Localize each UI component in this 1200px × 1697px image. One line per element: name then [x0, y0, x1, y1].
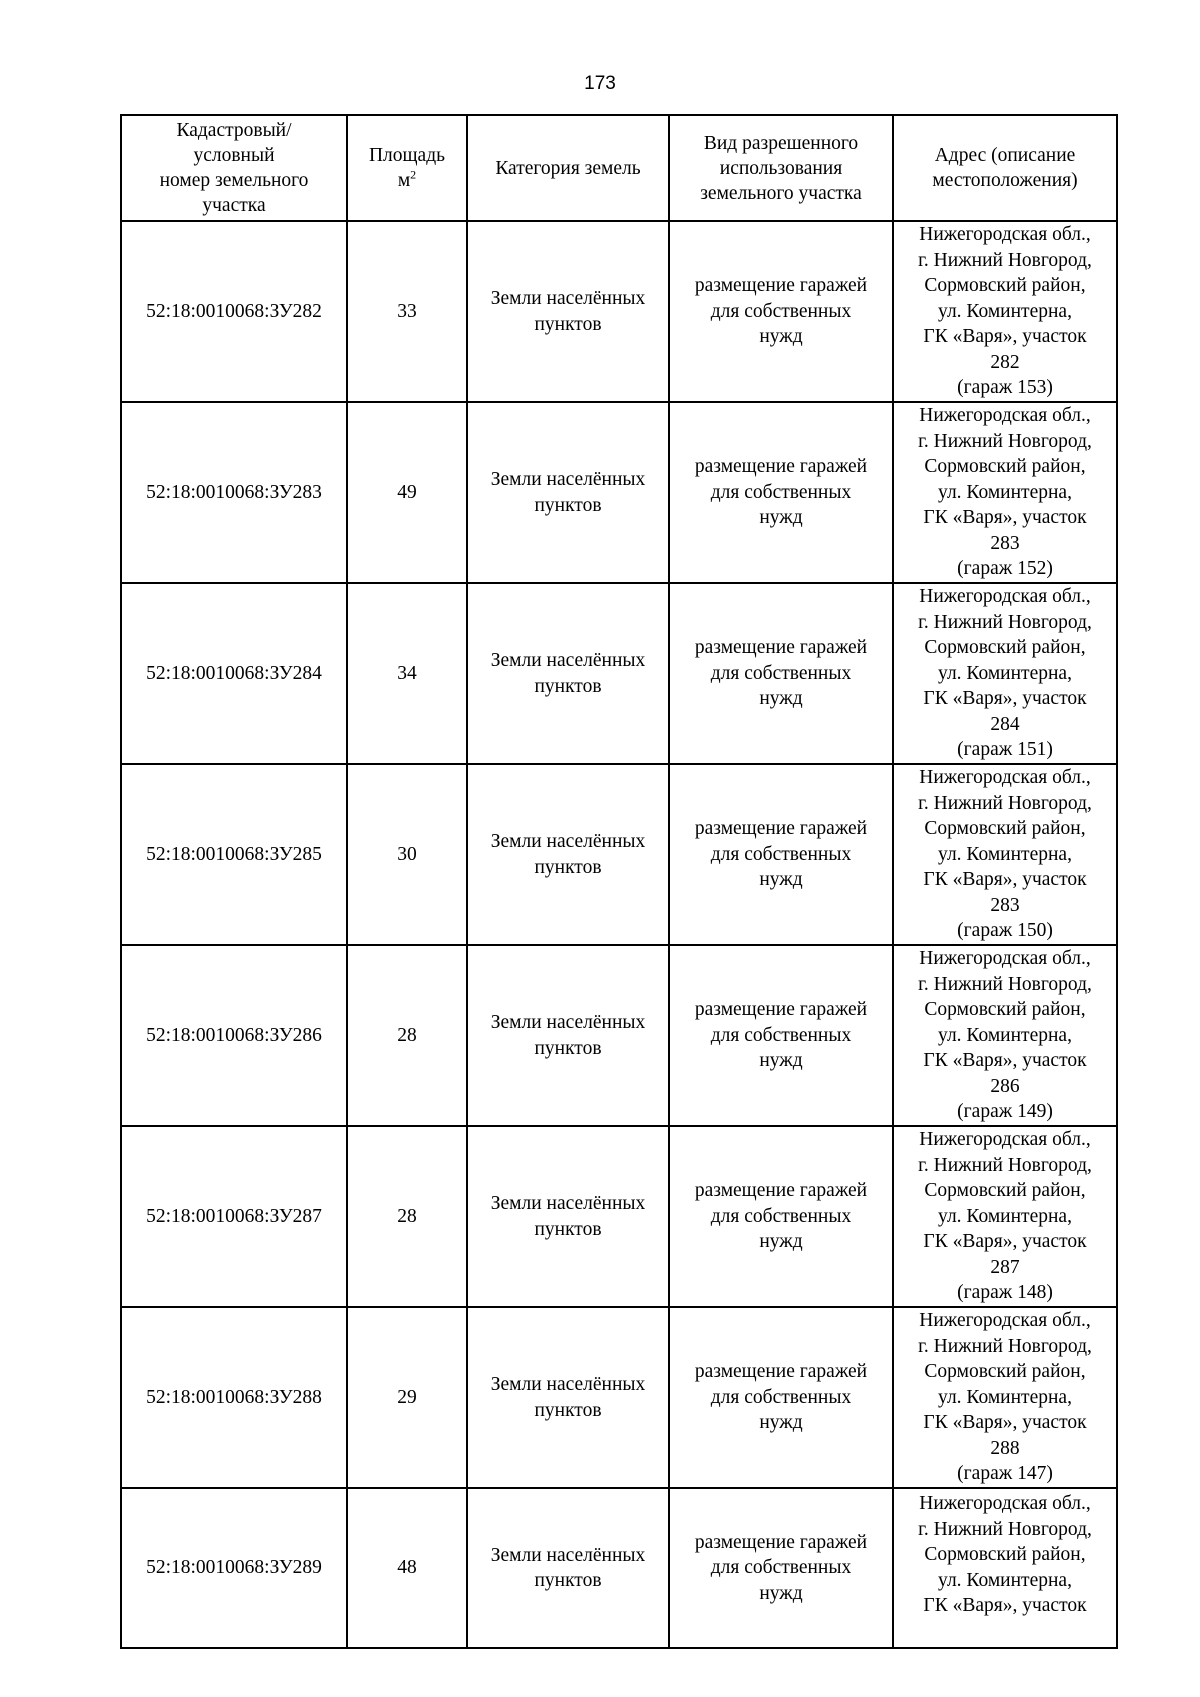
cadastral-number-cell: 52:18:0010068:ЗУ287	[121, 1126, 347, 1307]
area-cell: 48	[347, 1488, 467, 1648]
table-body	[121, 221, 1117, 1648]
address-line: ул. Коминтерна,	[938, 300, 1072, 322]
address-line: ГК «Варя», участок	[923, 1050, 1087, 1072]
address-line: Сормовский район,	[924, 1544, 1086, 1565]
address-line: ГК «Варя», участок	[923, 507, 1087, 529]
address-line: Сормовский район,	[924, 637, 1086, 659]
address-line: Нижегородская обл.,	[919, 1493, 1091, 1514]
address-line: ГК «Варя», участок	[923, 326, 1087, 348]
address-line: (гараж 149)	[957, 1101, 1053, 1123]
address-line: г. Нижний Новгород,	[918, 611, 1092, 633]
address-line: Сормовский район,	[924, 818, 1086, 840]
address-line: ул. Коминтерна,	[938, 1024, 1072, 1046]
address-line: (гараж 150)	[957, 920, 1053, 942]
address-line: ул. Коминтерна,	[938, 843, 1072, 865]
address-line: ГК «Варя», участок	[923, 1595, 1087, 1616]
address-line: г. Нижний Новгород,	[918, 973, 1092, 995]
address-line: Нижегородская обл.,	[919, 405, 1091, 427]
permitted-use-cell: размещение гаражей для собственных нужд	[669, 764, 893, 945]
header-area-unit: м	[397, 170, 411, 191]
address-line: (гараж 148)	[957, 1282, 1053, 1304]
header-area	[347, 115, 467, 221]
address-line: Нижегородская обл.,	[919, 948, 1091, 970]
cadastral-number-cell: 52:18:0010068:ЗУ282	[121, 221, 347, 402]
permitted-use-cell: размещение гаражей для собственных нужд	[669, 402, 893, 583]
address-cell	[893, 1307, 1117, 1488]
table-header	[121, 115, 1117, 221]
permitted-use-cell: размещение гаражей для собственных нужд	[669, 1126, 893, 1307]
address-line: г. Нижний Новгород,	[918, 1154, 1092, 1176]
table-row	[121, 1126, 1117, 1307]
address-line: 283	[990, 532, 1020, 554]
header-row	[121, 115, 1117, 221]
address-line: Нижегородская обл.,	[919, 1310, 1091, 1332]
address-line: Сормовский район,	[924, 1361, 1086, 1383]
address-line: Сормовский район,	[924, 999, 1086, 1021]
table-row	[121, 221, 1117, 402]
land-category-cell: Земли населённых пунктов	[467, 764, 669, 945]
permitted-use-cell: размещение гаражей для собственных нужд	[669, 945, 893, 1126]
address-line: ул. Коминтерна,	[938, 1205, 1072, 1227]
address-line: г. Нижний Новгород,	[918, 1335, 1092, 1357]
address-line: ул. Коминтерна,	[938, 662, 1072, 684]
cadastral-number-cell: 52:18:0010068:ЗУ286	[121, 945, 347, 1126]
cadastral-number-cell: 52:18:0010068:ЗУ283	[121, 402, 347, 583]
permitted-use-cell: размещение гаражей для собственных нужд	[669, 1307, 893, 1488]
address-line: 288	[990, 1437, 1020, 1459]
address-line: Сормовский район,	[924, 1180, 1086, 1202]
address-cell	[893, 402, 1117, 583]
address-line: Сормовский район,	[924, 275, 1086, 297]
address-line: 284	[990, 713, 1020, 735]
address-cell	[893, 583, 1117, 764]
header-land-category: Категория земель	[467, 115, 669, 221]
land-category-cell: Земли населённых пунктов	[467, 402, 669, 583]
land-category-cell: Земли населённых пунктов	[467, 1307, 669, 1488]
address-line: (гараж 153)	[957, 377, 1053, 399]
permitted-use-cell: размещение гаражей для собственных нужд	[669, 221, 893, 402]
address-line: (гараж 152)	[957, 558, 1053, 580]
address-line: г. Нижний Новгород,	[918, 1518, 1092, 1540]
land-category-cell: Земли населённых пунктов	[467, 583, 669, 764]
header-cadastral-number: Кадастровый/ условный номер земельного участка	[121, 115, 347, 221]
table-row	[121, 402, 1117, 583]
area-cell: 30	[347, 764, 467, 945]
address-line: ГК «Варя», участок	[923, 688, 1087, 710]
land-category-cell: Земли населённых пунктов	[467, 221, 669, 402]
address-cell	[893, 764, 1117, 945]
address-line: ул. Коминтерна,	[938, 1569, 1072, 1591]
table-row	[121, 945, 1117, 1126]
address-line: Нижегородская обл.,	[919, 767, 1091, 789]
area-cell: 28	[347, 1126, 467, 1307]
land-plots-table	[120, 114, 1118, 1649]
area-cell: 33	[347, 221, 467, 402]
area-cell: 29	[347, 1307, 467, 1488]
table-row	[121, 1488, 1117, 1648]
header-address: Адрес (описание местоположения)	[893, 115, 1117, 221]
cadastral-number-cell: 52:18:0010068:ЗУ284	[121, 583, 347, 764]
address-line: 287	[990, 1256, 1020, 1278]
address-line: Сормовский район,	[924, 456, 1086, 478]
address-line: ГК «Варя», участок	[923, 1231, 1087, 1253]
address-line: ГК «Варя», участок	[923, 1412, 1087, 1434]
area-cell: 49	[347, 402, 467, 583]
header-area-label: Площадь	[368, 145, 446, 166]
header-permitted-use: Вид разрешенного использования земельного участка	[669, 115, 893, 221]
address-line: Нижегородская обл.,	[919, 224, 1091, 246]
permitted-use-cell: размещение гаражей для собственных нужд	[669, 1488, 893, 1648]
address-line: Нижегородская обл.,	[919, 1129, 1091, 1151]
address-line: 286	[990, 1075, 1020, 1097]
area-cell: 34	[347, 583, 467, 764]
address-cell	[893, 221, 1117, 402]
cadastral-number-cell: 52:18:0010068:ЗУ289	[121, 1488, 347, 1648]
land-category-cell: Земли населённых пунктов	[467, 945, 669, 1126]
address-line: Нижегородская обл.,	[919, 586, 1091, 608]
land-category-cell: Земли населённых пунктов	[467, 1488, 669, 1648]
address-cell	[893, 1488, 1117, 1648]
address-cell	[893, 1126, 1117, 1307]
address-line: 282	[990, 351, 1020, 373]
table-row	[121, 583, 1117, 764]
area-cell: 28	[347, 945, 467, 1126]
address-line: ул. Коминтерна,	[938, 1386, 1072, 1408]
address-line: г. Нижний Новгород,	[918, 249, 1092, 271]
address-line: г. Нижний Новгород,	[918, 430, 1092, 452]
table-row	[121, 764, 1117, 945]
address-line: 283	[990, 894, 1020, 916]
cadastral-number-cell: 52:18:0010068:ЗУ285	[121, 764, 347, 945]
table-row	[121, 1307, 1117, 1488]
permitted-use-cell: размещение гаражей для собственных нужд	[669, 583, 893, 764]
address-line: г. Нижний Новгород,	[918, 792, 1092, 814]
page-number: 173	[584, 73, 616, 94]
address-line: (гараж 151)	[957, 739, 1053, 761]
address-cell	[893, 945, 1117, 1126]
cadastral-number-cell: 52:18:0010068:ЗУ288	[121, 1307, 347, 1488]
address-line: ул. Коминтерна,	[938, 481, 1072, 503]
address-line: (гараж 147)	[957, 1463, 1053, 1485]
land-category-cell: Земли населённых пунктов	[467, 1126, 669, 1307]
header-area-unit-power: 2	[410, 167, 417, 182]
address-line: ГК «Варя», участок	[923, 869, 1087, 891]
